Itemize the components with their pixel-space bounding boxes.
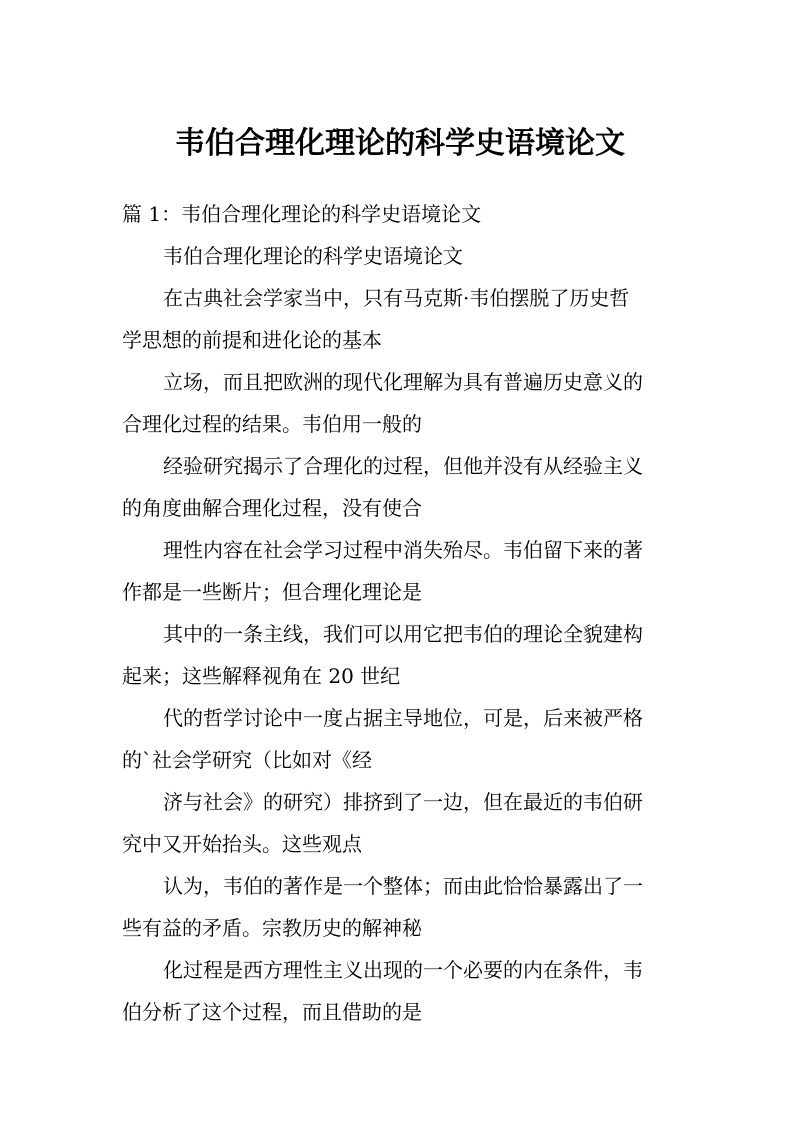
paragraph-line: 起来；这些解释视角在 20 世纪 — [122, 664, 401, 688]
paragraph-line: 作都是一些断片；但合理化理论是 — [122, 580, 422, 604]
paragraph-line: 认为，韦伯的著作是一个整体；而由此恰恰暴露出了一 — [163, 874, 643, 898]
section-heading: 篇 1：韦伯合理化理论的科学史语境论文 — [122, 202, 482, 226]
paragraph-line: 经验研究揭示了合理化的过程，但他并没有从经验主义 — [163, 454, 643, 478]
document-title: 韦伯合理化理论的科学史语境论文 — [175, 126, 625, 161]
paragraph-line: 究中又开始抬头。这些观点 — [122, 832, 362, 856]
paragraph-line: 的`社会学研究（比如对《经 — [122, 748, 372, 772]
paragraph-line: 代的哲学讨论中一度占据主导地位，可是，后来被严格 — [163, 706, 643, 730]
paragraph-line: 立场，而且把欧洲的现代化理解为具有普遍历史意义的 — [163, 370, 643, 394]
paragraph-line: 伯分析了这个过程，而且借助的是 — [122, 1000, 422, 1024]
paragraph-line: 济与社会》的研究）排挤到了一边，但在最近的韦伯研 — [163, 790, 643, 814]
paragraph-line: 合理化过程的结果。韦伯用一般的 — [122, 412, 422, 436]
paragraph-line: 理性内容在社会学习过程中消失殆尽。韦伯留下来的著 — [163, 538, 643, 562]
paragraph-line: 化过程是西方理性主义出现的一个必要的内在条件，韦 — [163, 958, 643, 982]
article-subtitle: 韦伯合理化理论的科学史语境论文 — [163, 244, 463, 268]
paragraph-line: 些有益的矛盾。宗教历史的解神秘 — [122, 916, 422, 940]
paragraph-line: 学思想的前提和进化论的基本 — [122, 328, 382, 352]
paragraph-line: 在古典社会学家当中，只有马克斯·韦伯摆脱了历史哲 — [163, 286, 630, 310]
paragraph-line: 的角度曲解合理化过程，没有使合 — [122, 496, 422, 520]
paragraph-line: 其中的一条主线，我们可以用它把韦伯的理论全貌建构 — [163, 622, 643, 646]
